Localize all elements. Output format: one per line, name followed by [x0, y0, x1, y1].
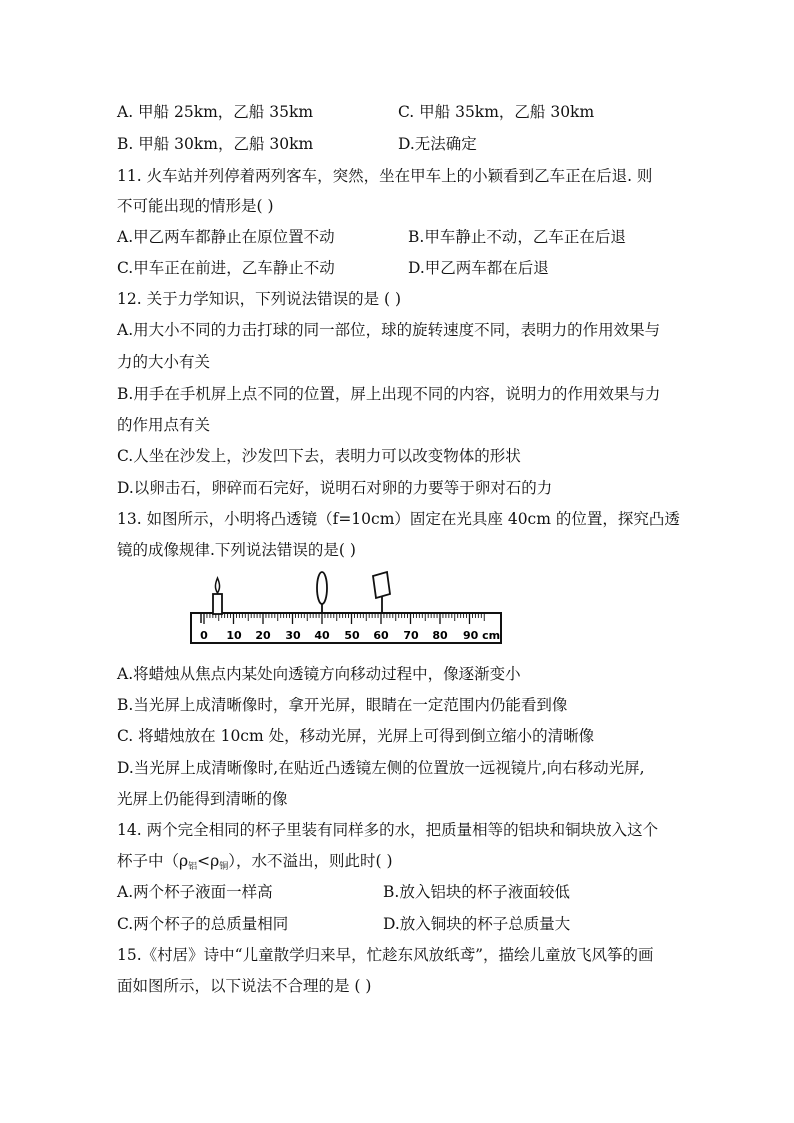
candle-flame-icon [215, 578, 219, 593]
q14-option-a: A.两个杯子液面一样高 [117, 883, 273, 901]
ruler-label-40: 40 [314, 629, 330, 642]
q14-option-d: D.放入铜块的杯子总质量大 [383, 915, 571, 933]
q14-stem-line1: 14. 两个完全相同的杯子里装有同样多的水，把质量相等的铝块和铜块放入这个 [117, 821, 659, 839]
light-screen-icon [373, 572, 390, 598]
ruler-label-60: 60 [373, 629, 389, 642]
ruler-label-90-cm: 90 cm [463, 629, 501, 642]
q13-stem-line1: 13. 如图所示，小明将凸透镜（f=10cm）固定在光具座 40cm 的位置，探究凸透 [117, 510, 680, 528]
q11-stem-line1: 11. 火车站并列停着两列客车，突然，坐在甲车上的小颖看到乙车正在后退. 则 [117, 167, 653, 185]
q13-stem-line2: 镜的成像规律.下列说法错误的是( ) [117, 541, 356, 559]
convex-lens-icon [317, 572, 327, 604]
q13-option-d-line1: D.当光屏上成清晰像时,在贴近凸透镜左侧的位置放一远视镜片,向右移动光屏, [117, 759, 645, 777]
q11-option-d: D.甲乙两车都在后退 [408, 259, 549, 277]
q12-option-d: D.以卵击石，卵碎而石完好，说明石对卵的力要等于卵对石的力 [117, 479, 553, 497]
q14-stem-post: ），水不溢出，则此时( ) [228, 852, 393, 870]
q12-option-c: C.人坐在沙发上，沙发凹下去，表明力可以改变物体的形状 [117, 447, 521, 465]
q11-option-c: C.甲车正在前进，乙车静止不动 [117, 259, 335, 277]
ruler-label-70: 70 [403, 629, 419, 642]
q11-option-b: B.甲车静止不动，乙车正在后退 [408, 228, 626, 246]
q12-option-a-line2: 力的大小有关 [117, 353, 211, 371]
q10-option-a: A. 甲船 25km，乙船 35km [117, 103, 314, 121]
q11-stem-line2: 不可能出现的情形是( ) [117, 197, 274, 215]
q13-option-b: B.当光屏上成清晰像时，拿开光屏，眼睛在一定范围内仍能看到像 [117, 696, 568, 714]
q14-stem-pre: 杯子中（ρ [117, 852, 189, 870]
q14-option-c: C.两个杯子的总质量相同 [117, 915, 289, 933]
q14-stem-line2 [117, 851, 393, 877]
optical-bench-diagram [185, 568, 510, 646]
ruler-label-30: 30 [285, 629, 301, 642]
q12-stem: 12. 关于力学知识，下列说法错误的是 ( ) [117, 290, 402, 308]
q12-option-a-line1: A.用大小不同的力击打球的同一部位，球的旋转速度不同，表明力的作用效果与 [117, 321, 661, 339]
ruler-label-0: 0 [200, 629, 208, 642]
q12-option-b-line1: B.用手在手机屏上点不同的位置，屏上出现不同的内容，说明力的作用效果与力 [117, 385, 661, 403]
ruler-label-20: 20 [255, 629, 271, 642]
q10-option-d: D.无法确定 [398, 135, 477, 153]
ruler-label-80: 80 [432, 629, 448, 642]
density-subscript-copper: 铜 [219, 862, 229, 872]
q15-stem-line2: 面如图所示，以下说法不合理的是 ( ) [117, 977, 372, 995]
candle-icon [213, 594, 222, 614]
ruler-label-50: 50 [344, 629, 360, 642]
q10-option-b: B. 甲船 30km，乙船 30km [117, 135, 314, 153]
q10-option-c: C. 甲船 35km，乙船 30km [398, 103, 595, 121]
density-subscript-aluminum: 铝 [188, 862, 198, 872]
q15-stem-line1: 15.《村居》诗中“儿童散学归来早，忙趁东风放纸鸢”，描绘儿童放飞风筝的画 [117, 946, 654, 964]
q13-option-c: C. 将蜡烛放在 10cm 处，移动光屏，光屏上可得到倒立缩小的清晰像 [117, 727, 595, 745]
q12-option-b-line2: 的作用点有关 [117, 416, 211, 434]
q13-option-d-line2: 光屏上仍能得到清晰的像 [117, 790, 288, 808]
q13-option-a: A.将蜡烛从焦点内某处向透镜方向移动过程中，像逐渐变小 [117, 665, 521, 683]
ruler-label-10: 10 [226, 629, 242, 642]
q11-option-a: A.甲乙两车都静止在原位置不动 [117, 228, 335, 246]
q14-option-b: B.放入铝块的杯子液面较低 [383, 883, 570, 901]
q14-stem-mid: <ρ [197, 852, 220, 870]
